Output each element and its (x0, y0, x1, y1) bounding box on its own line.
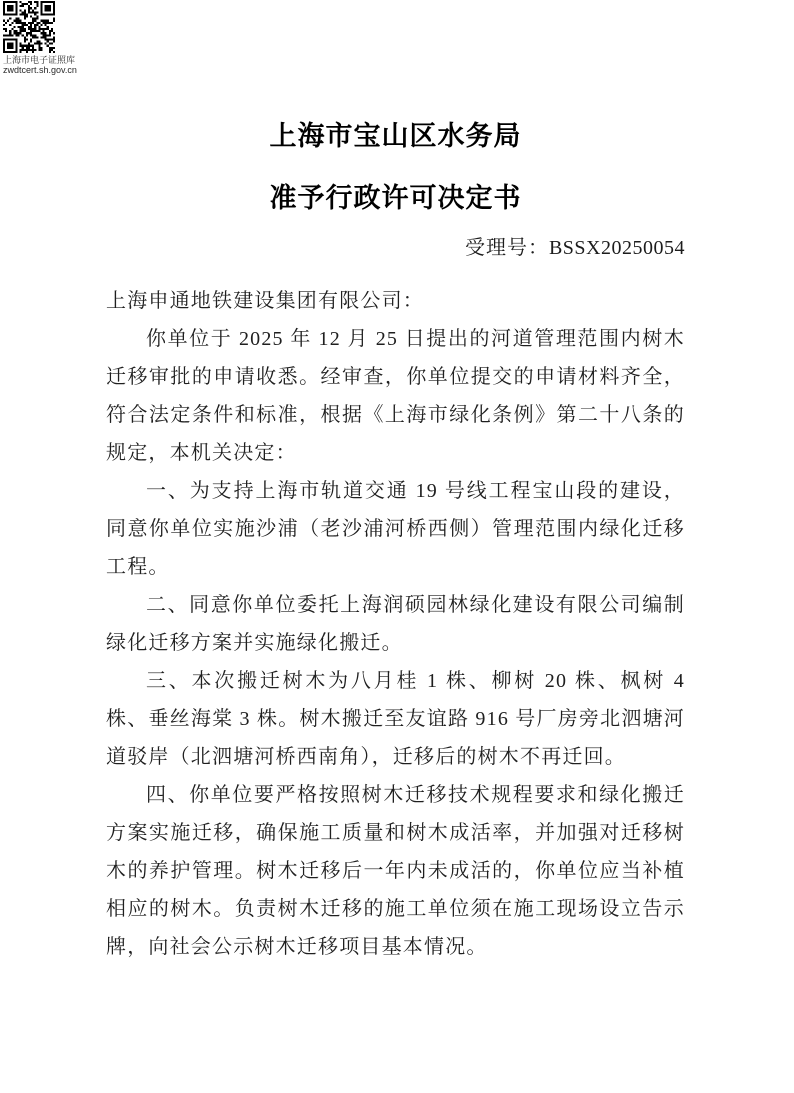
document-content (106, 0, 685, 966)
salutation-line: 上海申通地铁建设集团有限公司： (106, 290, 424, 312)
paragraph-5: 四、你单位要严格按照树木迁移技术规程要求和绿化搬迁方案实施迁移，确保施工质量和树木成活率，并加强对迁移树木的养护管理。树木迁移后一年内未成活的，你单位应当补植相应的树木。负责树木迁移的施工单位须在施工现场设立告示牌，向社会公示树木迁移项目基本情况。 (106, 784, 685, 958)
paragraph-3: 二、同意你单位委托上海润硕园林绿化建设有限公司编制绿化迁移方案并实施绿化搬迁。 (106, 594, 685, 654)
qr-code-icon (3, 1, 55, 53)
case-number-label: 受理号： (464, 237, 549, 259)
qr-url-text: zwdtcert.sh.gov.cn (3, 65, 77, 75)
paragraph-4: 三、本次搬迁树木为八月桂 1 株、柳树 20 株、枫树 4 株、垂丝海棠 3 株。树木搬迁至友谊路 916 号厂房旁北泗塘河道驳岸（北泗塘河桥西南角），迁移后的树木不再迁回。 (106, 670, 685, 768)
case-number-line (106, 233, 685, 263)
document-title-agency: 上海市宝山区水务局 (269, 121, 522, 151)
paragraph-1: 你单位于 2025 年 12 月 25 日提出的河道管理范围内树木迁移审批的申请收悉。经审查，你单位提交的申请材料齐全，符合法定条件和标准，根据《上海市绿化条例》第二十八条的规定，本机关决定： (106, 328, 685, 464)
body-paragraphs (106, 320, 685, 966)
document-title-type: 准予行政许可决定书 (269, 183, 522, 213)
document-body (106, 282, 685, 966)
case-number-value: BSSX20250054 (548, 237, 685, 259)
paragraph-2: 一、为支持上海市轨道交通 19 号线工程宝山段的建设，同意你单位实施沙浦（老沙浦河桥西侧）管理范围内绿化迁移工程。 (106, 480, 685, 578)
qr-source-label: 上海市电子证照库 (3, 55, 76, 65)
qr-code-block (3, 1, 113, 75)
